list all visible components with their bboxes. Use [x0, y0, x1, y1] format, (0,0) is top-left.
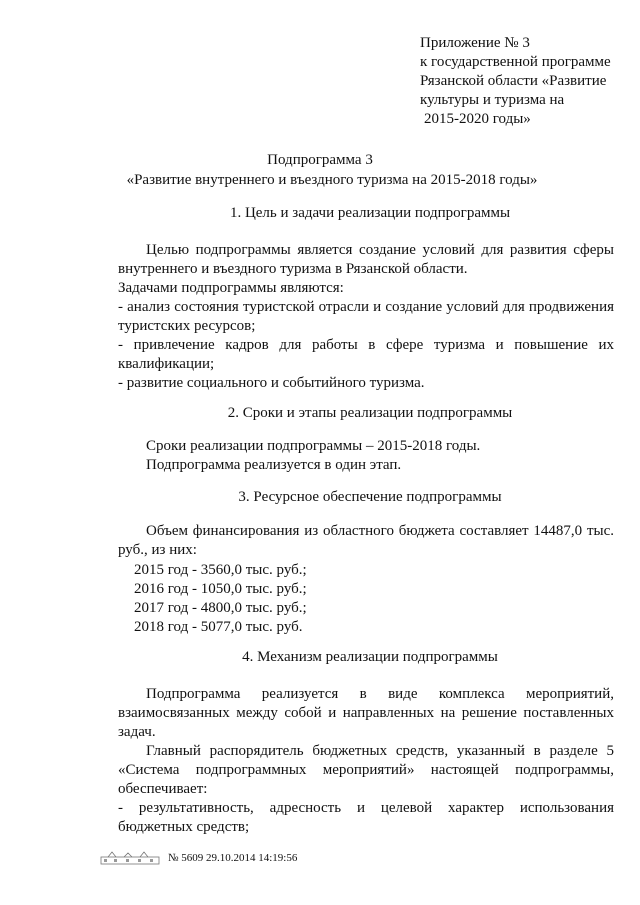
- appendix-line-5: 2015-2020 годы»: [424, 111, 531, 127]
- section-1-task-2: - привлечение кадров для работы в сфере туризма и повышение их квалификации;: [118, 337, 614, 372]
- stamp-text: № 5609 29.10.2014 14:19:56: [168, 852, 298, 864]
- registration-stamp: [100, 850, 297, 866]
- section-4-heading: 4. Механизм реализации подпрограммы: [242, 649, 498, 665]
- appendix-line-2: к государственной программе: [420, 54, 611, 70]
- appendix-line-4: культуры и туризма на: [420, 92, 565, 108]
- section-2-line-1: Сроки реализации подпрограммы – 2015-2018 годы.: [146, 438, 481, 454]
- section-1-heading: 1. Цель и задачи реализации подпрограммы: [229, 205, 511, 221]
- section-2-heading: 2. Сроки и этапы реализации подпрограммы: [227, 405, 513, 421]
- section-1-goal: Целью подпрограммы является создание условий для развития сферы внутреннего и въездного туризма в Рязанской области.: [118, 242, 614, 277]
- section-3-year-2016: 2016 год - 1050,0 тыс. руб.;: [134, 581, 307, 597]
- section-3-year-2018: 2018 год - 5077,0 тыс. руб.: [134, 619, 303, 635]
- section-3-intro: Объем финансирования из областного бюджета составляет 14487,0 тыс. руб., из них:: [118, 523, 614, 558]
- subprogram-title: Подпрограмма 3: [267, 152, 373, 168]
- subprogram-subtitle: «Развитие внутреннего и въездного туризма на 2015-2018 годы»: [126, 172, 538, 188]
- section-3-year-2015: 2015 год - 3560,0 тыс. руб.;: [134, 562, 307, 578]
- section-3-heading: 3. Ресурсное обеспечение подпрограммы: [238, 489, 502, 505]
- section-4-item-1: - результативность, адресность и целевой характер использования бюджетных средств;: [118, 800, 614, 835]
- section-1-tasks-intro: Задачами подпрограммы являются:: [118, 280, 344, 296]
- section-4-paragraph-2: Главный распорядитель бюджетных средств, указанный в разделе 5 «Система подпрограммных мероприятий» настоящей подпрограммы, обеспечивает:: [118, 743, 614, 797]
- stamp-logo-icon: [100, 850, 160, 866]
- section-3-year-2017: 2017 год - 4800,0 тыс. руб.;: [134, 600, 307, 616]
- section-4-paragraph-1: Подпрограмма реализуется в виде комплекса мероприятий, взаимосвязанных между собой и направленных на решение поставленных задач.: [118, 686, 614, 740]
- appendix-line-3: Рязанской области «Развитие: [420, 73, 607, 89]
- appendix-line-1: Приложение № 3: [420, 35, 530, 51]
- section-1-task-1: - анализ состояния туристской отрасли и создание условий для продвижения туристских ресурсов;: [118, 299, 614, 334]
- section-2-line-2: Подпрограмма реализуется в один этап.: [146, 457, 402, 473]
- section-1-task-3: - развитие социального и событийного туризма.: [118, 375, 425, 391]
- appendix-note: [420, 34, 630, 129]
